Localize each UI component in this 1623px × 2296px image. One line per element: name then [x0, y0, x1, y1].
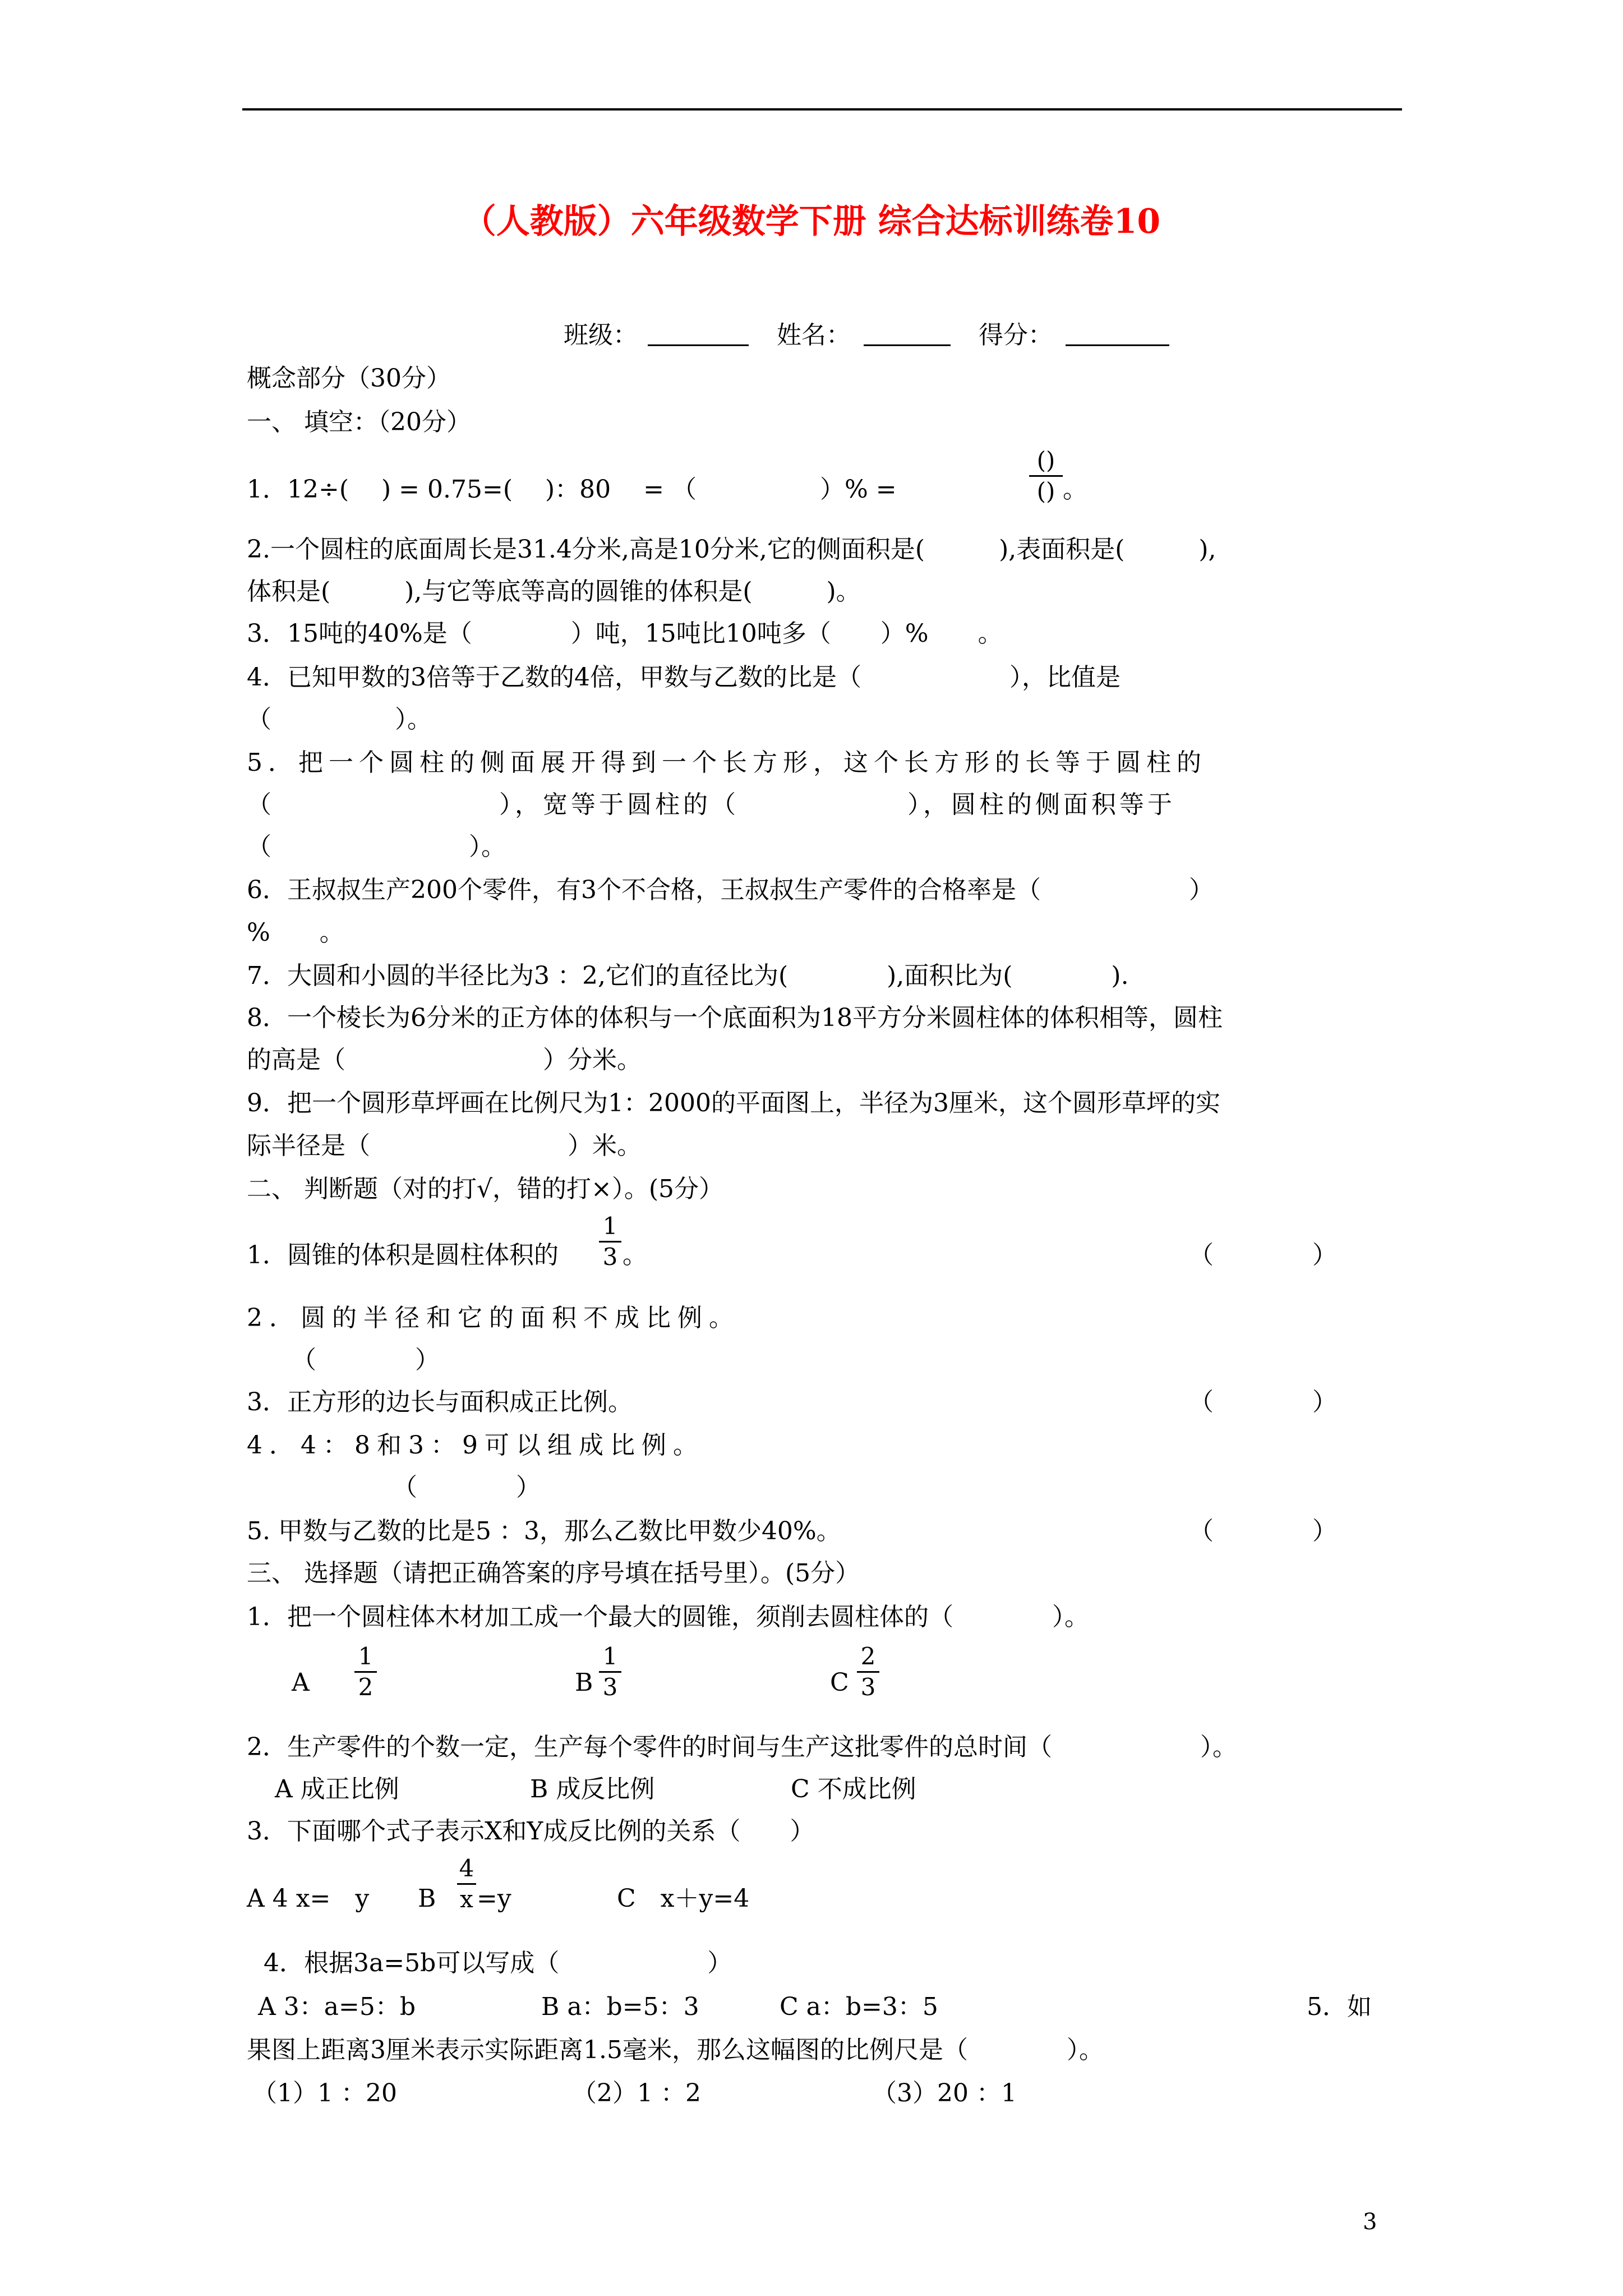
s1-q9-line2: 际半径是（ ）米。 — [247, 1131, 642, 1160]
s3-q1-option-b-fraction — [599, 1642, 621, 1702]
s1-q4-line2: （ ）。 — [247, 705, 432, 734]
class-label: 班级： — [564, 321, 638, 349]
s3-q1-option-a-label[interactable]: A — [292, 1668, 310, 1697]
section3-heading: 三、 选择题（请把正确答案的序号填在括号里）。(5分） — [247, 1559, 860, 1588]
s3-q4-option-a[interactable]: A 3：a=5：b — [258, 1993, 416, 2021]
s1-q3: 3．15吨的40%是（ ）吨，15吨比10吨多（ ）% 。 — [247, 619, 1003, 648]
s1-q4-line1: 4．已知甲数的3倍等于乙数的4倍，甲数与乙数的比是（ ），比值是 — [247, 663, 1121, 692]
s3-q3-option-b-fraction — [457, 1854, 476, 1914]
header-rule — [242, 108, 1402, 111]
s3-q5-option-3[interactable]: （3）20 ：1 — [872, 2079, 1017, 2108]
s2-q4-answer[interactable]: （ ） — [393, 1473, 541, 1502]
fraction-denominator: 3 — [602, 1673, 618, 1701]
s2-q5-answer[interactable]: （ ） — [1189, 1517, 1337, 1545]
s3-q3-option-a[interactable]: A 4 x= y — [247, 1884, 370, 1913]
s2-q2: 2．圆的半径和它的面积不成比例。 — [247, 1304, 740, 1332]
s2-q5: 5. 甲数与乙数的比是5 ：3，那么乙数比甲数少40%。 — [247, 1517, 841, 1545]
fraction-numerator: 4 — [459, 1855, 474, 1882]
name-label: 姓名： — [777, 321, 851, 349]
s2-q2-answer[interactable]: （ ） — [292, 1346, 440, 1374]
s3-q4-option-c[interactable]: C a：b=3：5 — [780, 1993, 938, 2021]
section2-heading: 二、 判断题（对的打√，错的打×）。(5分） — [247, 1175, 724, 1203]
s3-q5-start: 5．如 — [1307, 1993, 1372, 2021]
fraction-numerator: 1 — [358, 1642, 374, 1670]
s1-q6-line1: 6．王叔叔生产200个零件，有3个不合格，王叔叔生产零件的合格率是（ ） — [247, 876, 1214, 904]
s3-q1-option-c-fraction — [857, 1642, 879, 1702]
s3-q5: 果图上距离3厘米表示实际距离1.5毫米，那么这幅图的比例尺是（ ）。 — [247, 2036, 1104, 2064]
s3-q2-option-c[interactable]: C 不成比例 — [791, 1775, 916, 1803]
fraction-denominator: x — [460, 1885, 473, 1913]
s1-q9-line1: 9．把一个圆形草坪画在比例尺为1：2000的平面图上，半径为3厘米，这个圆形草坪的实 — [247, 1089, 1220, 1117]
s2-q4: 4．4：8和3：9可以组成比例。 — [247, 1431, 704, 1460]
s1-q6-line2: % 。 — [247, 918, 344, 947]
s2-q1-tail: 。 — [623, 1241, 647, 1269]
s3-q4-option-b[interactable]: B a：b=5：3 — [541, 1993, 699, 2021]
s1-q8-line2: 的高是（ ）分米。 — [247, 1046, 642, 1074]
s2-q3: 3．正方形的边长与面积成正比例。 — [247, 1388, 633, 1416]
s1-q1-tail: 。 — [1063, 475, 1087, 504]
score-label: 得分： — [979, 321, 1053, 349]
fraction-numerator: 2 — [860, 1642, 876, 1670]
section1-heading: 一、 填空：（20分） — [247, 408, 471, 436]
concept-heading: 概念部分（30分） — [247, 364, 451, 393]
s2-q1-answer[interactable]: （ ） — [1189, 1241, 1337, 1269]
s1-q2-line1: 2.一个圆柱的底面周长是31.4分米,高是10分米,它的侧面积是( ),表面积是( ), — [247, 535, 1216, 564]
score-blank[interactable] — [1066, 319, 1169, 355]
fraction-numerator: () — [1036, 447, 1055, 474]
s1-q5-line3: （ ）。 — [247, 832, 506, 861]
fraction-numerator: 1 — [602, 1642, 618, 1670]
s1-q5-line1: 5．把一个圆柱的侧面展开得到一个长方形，这个长方形的长等于圆柱的 — [247, 748, 1207, 777]
s3-q2-option-b[interactable]: B 成反比例 — [530, 1775, 655, 1803]
s2-q1-text: 1．圆锥的体积是圆柱体积的 — [247, 1241, 559, 1269]
fraction-denominator: 3 — [602, 1243, 618, 1271]
s3-q1-option-a-fraction — [354, 1642, 377, 1702]
s3-q1-option-c-label[interactable]: C — [830, 1668, 849, 1697]
s3-q2: 2．生产零件的个数一定，生产每个零件的时间与生产这批零件的总时间（ ）。 — [247, 1733, 1237, 1761]
s1-q1-fraction — [1029, 446, 1063, 506]
s3-q3: 3．下面哪个式子表示X和Y成反比例的关系（ ） — [247, 1817, 815, 1846]
s3-q2-option-a[interactable]: A 成正比例 — [275, 1775, 399, 1803]
s3-q4: 4．根据3a=5b可以写成（ ） — [264, 1949, 732, 1977]
s1-q7: 7．大圆和小圆的半径比为3 ：2,它们的直径比为( ),面积比为( ). — [247, 961, 1129, 990]
fraction-denominator: 2 — [358, 1673, 374, 1701]
name-blank[interactable] — [864, 319, 951, 355]
s2-q3-answer[interactable]: （ ） — [1189, 1388, 1337, 1416]
page-title: （人教版）六年级数学下册 综合达标训练卷10 — [462, 202, 1161, 241]
class-blank[interactable] — [648, 319, 749, 355]
s3-q3-option-b-label[interactable]: B — [418, 1884, 436, 1913]
fraction-numerator: 1 — [602, 1212, 618, 1240]
fraction-denominator: 3 — [860, 1673, 876, 1701]
s3-q3-option-c[interactable]: C x＋y=4 — [617, 1884, 750, 1913]
fraction-denominator: () — [1036, 477, 1055, 505]
page-number: 3 — [1363, 2209, 1377, 2235]
s1-q1-text: 1．12÷( ) = 0.75=( )：80 = （ ）% = — [247, 475, 897, 504]
s3-q1: 1．把一个圆柱体木材加工成一个最大的圆锥，须削去圆柱体的（ ）。 — [247, 1603, 1089, 1631]
s1-q8-line1: 8．一个棱长为6分米的正方体的体积与一个底面积为18平方分米圆柱体的体积相等，圆柱 — [247, 1004, 1223, 1032]
s3-q3-option-b-tail: =y — [477, 1884, 511, 1913]
s3-q5-option-1[interactable]: （1）1 ：20 — [252, 2079, 397, 2108]
s1-q2-line2: 体积是( ),与它等底等高的圆锥的体积是( )。 — [247, 577, 861, 606]
s3-q1-option-b-label[interactable]: B — [575, 1668, 593, 1697]
s3-q5-option-2[interactable]: （2）1 ：2 — [572, 2079, 701, 2108]
s1-q5-line2: （ ），宽等于圆柱的（ ），圆柱的侧面积等于 — [247, 790, 1175, 819]
s2-q1-fraction — [599, 1212, 621, 1272]
